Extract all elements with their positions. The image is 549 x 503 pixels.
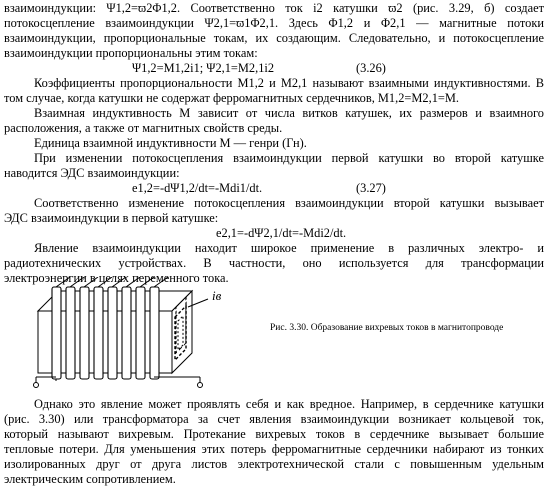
text-line: который называют вихревым. Протекание вихревых токов в сердечнике вызывает большие xyxy=(4,427,544,441)
figure-caption: Рис. 3.30. Образование вихревых токов в магнитопроводе xyxy=(270,323,504,333)
text-line: взаимоиндукции, пропорциональные токам, их создающим. Следовательно, и потокосцепление xyxy=(4,31,544,45)
text-line: изолированных друг от друга листов электротехнической стали с повышенным удельным xyxy=(4,457,544,471)
text-line: взаимоиндукции: Ψ1,2=ϖ2Φ1,2. Соответственно ток i2 катушки ϖ2 (рис. 3.29, б) создает xyxy=(4,1,544,15)
formula-3-27: e1,2=-dΨ1,2/dt=-Mdi1/dt. xyxy=(132,181,263,195)
text-line: расположения, а также от магнитных свойств среды. xyxy=(4,121,283,135)
text-line: Коэффициенты пропорциональности M1,2 и M2,1 называют взаимными индуктивностями. В xyxy=(34,76,544,90)
eddy-current-label: iв xyxy=(212,288,222,303)
text-line: том случае, когда катушки не содержат ферромагнитных сердечников, M1,2=M2,1=M. xyxy=(4,91,460,105)
formula-3-26: Ψ1,2=M1,2i1; Ψ2,1=M2,1i2 xyxy=(132,61,275,75)
text-line: Взаимная индуктивность M зависит от числа витков катушек, их размеров и взаимного xyxy=(34,106,544,120)
text-line: радиотехнических устройствах. В частности, оно используется для трансформации xyxy=(4,256,544,270)
text-line: Единица взаимной индуктивности M — генри (Гн). xyxy=(34,136,307,150)
text-line: взаимоиндукции пропорциональны этим токам: xyxy=(4,46,258,60)
formula-e21: e2,1=-dΨ2,1/dt=-Mdi2/dt. xyxy=(216,226,347,240)
text-line: электрическим сопротивлением. xyxy=(4,472,176,486)
text-line: ЭДС взаимоиндукции в первой катушке: xyxy=(4,211,219,225)
text-line: электроэнергии в целях переменного тока. xyxy=(4,271,229,285)
text-line: (рис. 3.30) или трансформатора за счет явления взаимоиндукции возникает кольцевой ток, xyxy=(4,412,544,426)
text-line: наводится ЭДС взаимоиндукции: xyxy=(4,166,180,180)
equation-number: (3.27) xyxy=(356,181,386,195)
text-line: тепловые потери. Для уменьшения этих потерь ферромагнитные сердечники набирают из тонких xyxy=(4,442,544,456)
text-line: Соответственно изменение потокосцепления взаимоиндукции второй катушки вызывает xyxy=(34,196,544,210)
text-line: Явление взаимоиндукции находит широкое применение в различных электро- и xyxy=(34,241,544,255)
text-line: потокосцепление взаимоиндукции Ψ2,1=ϖ1Φ2,1. Здесь Φ1,2 и Φ2,1 — магнитные потоки xyxy=(4,16,544,30)
text-line: При изменении потокосцепления взаимоиндукции первой катушки во второй катушке xyxy=(34,151,544,165)
text-line: Однако это явление может проявлять себя и как вредное. Например, в сердечнике катушки xyxy=(34,397,544,411)
figure-3-30 xyxy=(30,277,260,389)
equation-number: (3.26) xyxy=(356,61,386,75)
